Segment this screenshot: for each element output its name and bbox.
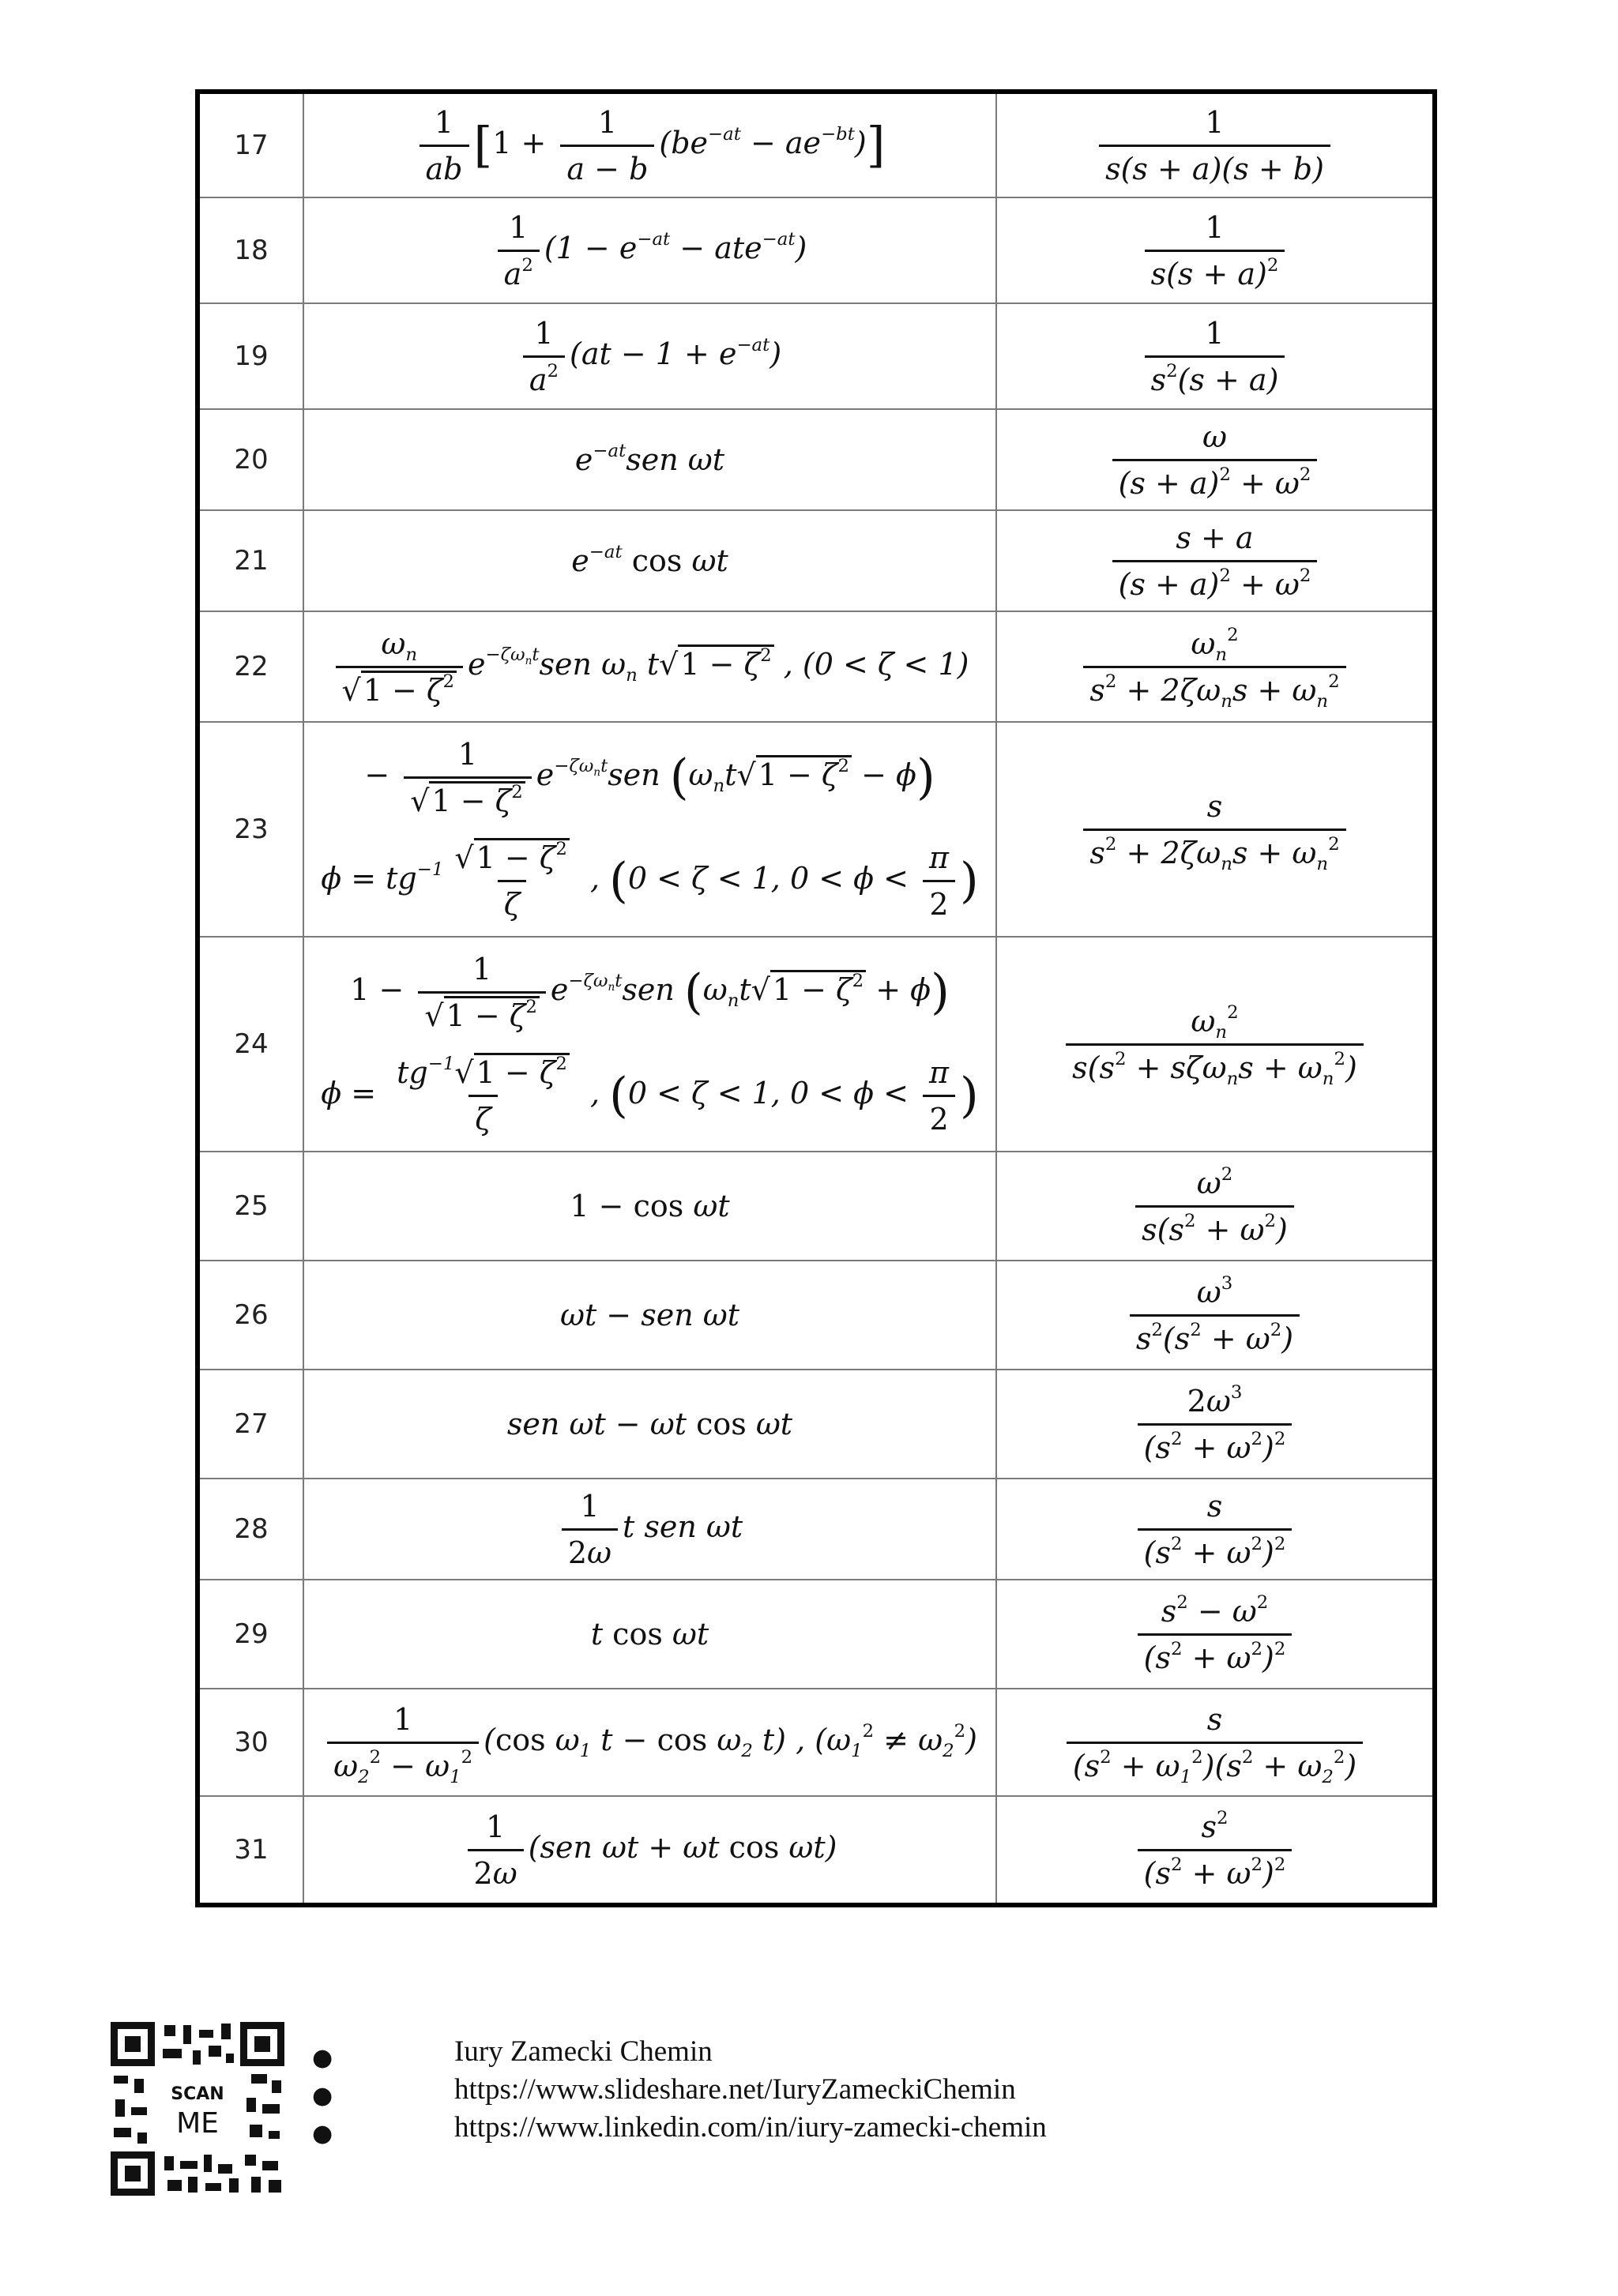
table-row xyxy=(198,1152,1435,1261)
svg-text:ME: ME xyxy=(176,2107,219,2140)
time-function: 1 − cos ωt xyxy=(303,1152,996,1261)
laplace-transform: $\frac{s}{s^2 + 2\zeta\omega_ns + \omega_n^2}$ xyxy=(996,722,1435,937)
time-function: ωt − sen ωt xyxy=(303,1261,996,1370)
table-row xyxy=(198,409,1435,510)
table-row xyxy=(198,1479,1435,1580)
author-name: Iury Zamecki Chemin xyxy=(454,2035,713,2068)
time-function: $\frac{1}{a^2}$ $(1 - e^{-at} - ate^{-at})$ xyxy=(303,197,996,303)
laplace-transform: $\frac{s}{(s^2 + \omega^2)^2}$ xyxy=(996,1479,1435,1580)
row-number: 29 xyxy=(198,1580,303,1689)
table-row xyxy=(198,197,1435,303)
laplace-transform: $\frac{1}{s^2(s + a)}$ xyxy=(996,303,1435,409)
bullet-list xyxy=(312,2039,333,2153)
time-function: $e^{-at}$ cos ωt xyxy=(303,510,996,611)
laplace-transform: $\frac{s}{(s^2 + \omega_1^2)(s^2 + \omega_2^2)}$ xyxy=(996,1689,1435,1796)
table-row xyxy=(198,937,1435,1152)
laplace-transform: $\frac{\omega_n^2}{s(s^2 + s\zeta\omega_ns + \omega_n^2)}$ xyxy=(996,937,1435,1152)
time-function: $\frac{1}{2\omega}$ (sen ωt + ωt cos ωt) xyxy=(303,1796,996,1905)
row-number: 17 xyxy=(198,92,303,197)
row-number: 22 xyxy=(198,611,303,722)
row-number: 21 xyxy=(198,510,303,611)
time-function: t cos ωt xyxy=(303,1580,996,1689)
table-row xyxy=(198,1689,1435,1796)
table-row xyxy=(198,1580,1435,1689)
row-number: 24 xyxy=(198,937,303,1152)
row-number: 31 xyxy=(198,1796,303,1905)
row-number: 18 xyxy=(198,197,303,303)
row-number: 28 xyxy=(198,1479,303,1580)
laplace-transform: $\frac{s + a}{(s + a)^2 + \omega^2}$ xyxy=(996,510,1435,611)
row-number: 30 xyxy=(198,1689,303,1796)
time-function: $\frac{1}{ab}$ [1 + $\frac{1}{a - b}$ $(be^{-at} - ae^{-bt})$] xyxy=(303,92,996,197)
laplace-transform: $\frac{1}{s(s + a)(s + b)}$ xyxy=(996,92,1435,197)
time-function: − $\frac{1}{√1 - \zeta^2}$ $e^{-\zeta\omega_nt}sen$ $(\omega_nt√1 - \zeta^2 - \phi)$ $\phi = tg^{-1}$ $\frac{√1 - \zeta^2}{\zeta}$ , (0 < ζ < 1, 0 < ϕ < $\frac{\pi}{2}$ ) xyxy=(303,722,996,937)
time-function: 1 − $\frac{1}{√1 - \zeta^2}$ $e^{-\zeta\omega_nt}sen$ $(\omega_nt√1 - \zeta^2 + \phi)$ ϕ = $\frac{tg^{-1}√1 - \zeta^2}{\zeta}$ , (0 < ζ < 1, 0 < ϕ < $\frac{\pi}{2}$ ) xyxy=(303,937,996,1152)
row-number: 19 xyxy=(198,303,303,409)
qr-code-icon[interactable] xyxy=(111,2022,284,2196)
time-function: $\frac{\omega_n}{√1 - \zeta^2}$ $e^{-\zeta\omega_nt}sen$ $\omega_n$ $t√1 - \zeta^2$ , (0 < ζ < 1) xyxy=(303,611,996,722)
laplace-transform: $\frac{s^2}{(s^2 + \omega^2)^2}$ xyxy=(996,1796,1435,1905)
laplace-transform: $\frac{1}{s(s + a)^2}$ xyxy=(996,197,1435,303)
table-row xyxy=(198,1796,1435,1905)
bullet-icon: ● xyxy=(312,2120,333,2148)
time-function: $\frac{1}{2\omega}$ t sen ωt xyxy=(303,1479,996,1580)
linkedin-link[interactable]: https://www.linkedin.com/in/iury-zamecki-chemin xyxy=(454,2111,1047,2144)
footer xyxy=(111,2022,1454,2211)
time-function: $\frac{1}{a^2}$ $(at - 1 + e^{-at})$ xyxy=(303,303,996,409)
laplace-table xyxy=(195,89,1437,1907)
bullet-icon: ● xyxy=(312,2044,333,2072)
time-function: sen ωt − ωt cos ωt xyxy=(303,1370,996,1479)
laplace-transform: $\frac{\omega}{(s + a)^2 + \omega^2}$ xyxy=(996,409,1435,510)
svg-text:SCAN: SCAN xyxy=(171,2084,224,2104)
laplace-transform: $\frac{s^2 - \omega^2}{(s^2 + \omega^2)^2}$ xyxy=(996,1580,1435,1689)
table-row xyxy=(198,1370,1435,1479)
row-number: 27 xyxy=(198,1370,303,1479)
table-row xyxy=(198,722,1435,937)
row-number: 20 xyxy=(198,409,303,510)
slideshare-link[interactable]: https://www.slideshare.net/IuryZameckiChemin xyxy=(454,2073,1016,2106)
time-function: $e^{-at}sen$ ωt xyxy=(303,409,996,510)
table-row xyxy=(198,1261,1435,1370)
laplace-transform: $\frac{2\omega^3}{(s^2 + \omega^2)^2}$ xyxy=(996,1370,1435,1479)
table-row xyxy=(198,303,1435,409)
table-row xyxy=(198,510,1435,611)
row-number: 26 xyxy=(198,1261,303,1370)
table-row xyxy=(198,611,1435,722)
table-row xyxy=(198,92,1435,197)
row-number: 23 xyxy=(198,722,303,937)
laplace-transform: $\frac{\omega^2}{s(s^2 + \omega^2)}$ xyxy=(996,1152,1435,1261)
credits xyxy=(454,2033,1047,2147)
laplace-transform: $\frac{\omega_n^2}{s^2 + 2\zeta\omega_ns + \omega_n^2}$ xyxy=(996,611,1435,722)
laplace-transform: $\frac{\omega^3}{s^2(s^2 + \omega^2)}$ xyxy=(996,1261,1435,1370)
bullet-icon: ● xyxy=(312,2082,333,2110)
row-number: 25 xyxy=(198,1152,303,1261)
time-function: $\frac{1}{\omega_2^2 - \omega_1^2}$ (cos $\omega_1$ $t - \cos \omega_2$ t) , $(\omega_1^2 \ne \omega_2^2)$ xyxy=(303,1689,996,1796)
